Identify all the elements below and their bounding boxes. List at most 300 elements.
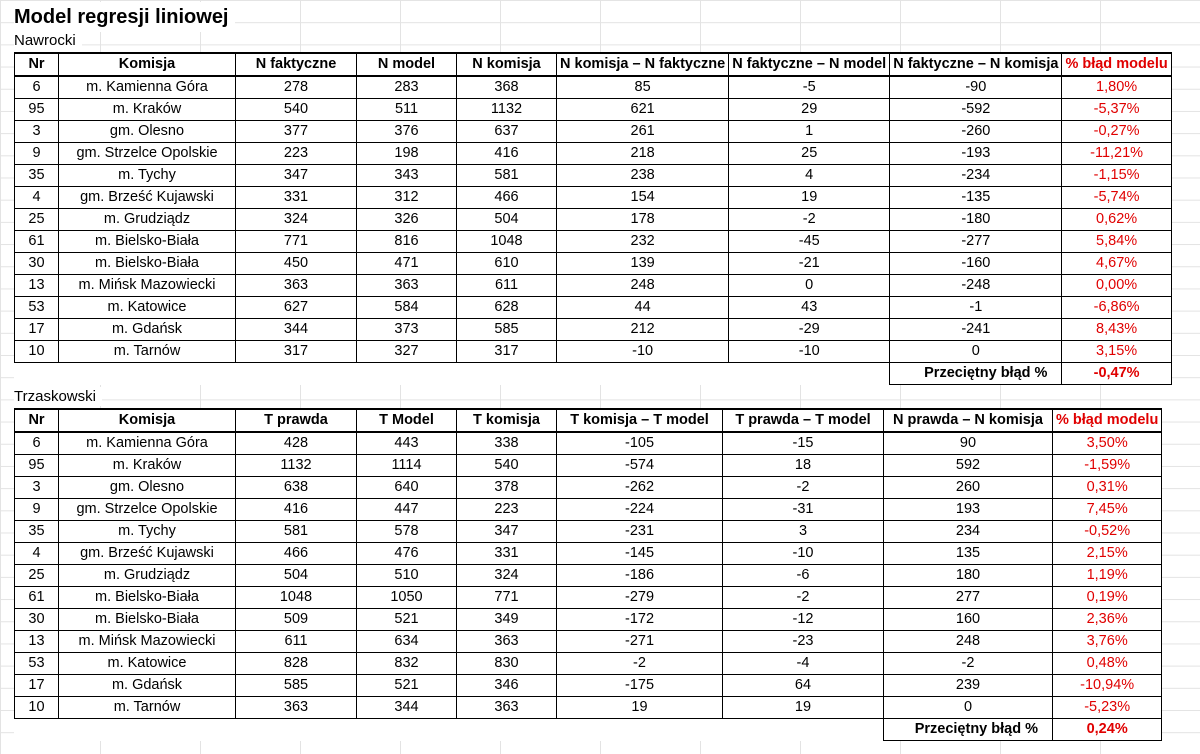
value-cell[interactable]: 198 [357, 143, 457, 165]
nr-cell[interactable]: 35 [15, 165, 59, 187]
komisja-cell[interactable]: m. Bielsko-Biała [59, 609, 236, 631]
value-cell[interactable]: 627 [236, 297, 357, 319]
diff-cell[interactable]: 592 [884, 455, 1053, 477]
value-cell[interactable]: 471 [357, 253, 457, 275]
diff-cell[interactable]: 0 [729, 275, 890, 297]
nr-cell[interactable]: 95 [15, 455, 59, 477]
table-row [15, 455, 1162, 477]
value-cell[interactable]: 832 [357, 653, 457, 675]
error-cell[interactable]: 1,80% [1062, 76, 1171, 99]
empty-cell [357, 363, 457, 385]
section-label-nawrocki: Nawrocki [14, 31, 82, 50]
error-cell[interactable]: 2,15% [1053, 543, 1162, 565]
column-header[interactable]: N model [357, 53, 457, 76]
diff-cell[interactable]: 193 [884, 499, 1053, 521]
error-cell[interactable]: -1,15% [1062, 165, 1171, 187]
value-cell[interactable]: 344 [236, 319, 357, 341]
diff-cell[interactable]: -10 [729, 341, 890, 363]
diff-cell[interactable]: 212 [557, 319, 729, 341]
komisja-cell[interactable]: m. Gdańsk [59, 319, 236, 341]
diff-cell[interactable]: -10 [723, 543, 884, 565]
column-header[interactable]: Komisja [59, 53, 236, 76]
komisja-cell[interactable]: m. Gdańsk [59, 675, 236, 697]
error-cell[interactable]: -6,86% [1062, 297, 1171, 319]
nr-cell[interactable]: 35 [15, 521, 59, 543]
error-cell[interactable]: -11,21% [1062, 143, 1171, 165]
diff-cell[interactable]: 19 [729, 187, 890, 209]
value-cell[interactable]: 363 [457, 631, 557, 653]
value-cell[interactable]: 828 [236, 653, 357, 675]
diff-cell[interactable]: -160 [890, 253, 1062, 275]
average-error-label[interactable]: Przeciętny błąd % [884, 719, 1053, 741]
diff-cell[interactable]: 64 [723, 675, 884, 697]
value-cell[interactable]: 1050 [357, 587, 457, 609]
value-cell[interactable]: 283 [357, 76, 457, 99]
diff-cell[interactable]: -23 [723, 631, 884, 653]
value-cell[interactable]: 578 [357, 521, 457, 543]
table-row [15, 565, 1162, 587]
column-header[interactable]: T komisja – T model [557, 409, 723, 432]
nr-cell[interactable]: 61 [15, 587, 59, 609]
nr-cell[interactable]: 3 [15, 477, 59, 499]
value-cell[interactable]: 376 [357, 121, 457, 143]
value-cell[interactable]: 504 [236, 565, 357, 587]
value-cell[interactable]: 450 [236, 253, 357, 275]
diff-cell[interactable]: -574 [557, 455, 723, 477]
error-cell[interactable]: 0,00% [1062, 275, 1171, 297]
table-row [15, 499, 1162, 521]
nr-cell[interactable]: 25 [15, 209, 59, 231]
table-row [15, 609, 1162, 631]
value-cell[interactable]: 346 [457, 675, 557, 697]
error-cell[interactable]: 0,31% [1053, 477, 1162, 499]
diff-cell[interactable]: 261 [557, 121, 729, 143]
value-cell[interactable]: 628 [457, 297, 557, 319]
nr-cell[interactable]: 10 [15, 341, 59, 363]
nr-cell[interactable]: 25 [15, 565, 59, 587]
empty-cell [236, 719, 357, 741]
summary-row [15, 363, 1172, 385]
table-row [15, 697, 1162, 719]
average-error-value[interactable]: -0,47% [1062, 363, 1171, 385]
diff-cell[interactable]: 1 [729, 121, 890, 143]
nr-cell[interactable]: 3 [15, 121, 59, 143]
error-cell[interactable]: -0,27% [1062, 121, 1171, 143]
nr-cell[interactable]: 53 [15, 653, 59, 675]
value-cell[interactable]: 349 [457, 609, 557, 631]
value-cell[interactable]: 347 [457, 521, 557, 543]
komisja-cell[interactable]: m. Tychy [59, 165, 236, 187]
error-cell[interactable]: 7,45% [1053, 499, 1162, 521]
diff-cell[interactable]: -248 [890, 275, 1062, 297]
value-cell[interactable]: 637 [457, 121, 557, 143]
column-header[interactable]: Nr [15, 409, 59, 432]
diff-cell[interactable]: 160 [884, 609, 1053, 631]
value-cell[interactable]: 509 [236, 609, 357, 631]
value-cell[interactable]: 343 [357, 165, 457, 187]
komisja-cell[interactable]: gm. Strzelce Opolskie [59, 143, 236, 165]
value-cell[interactable]: 1132 [236, 455, 357, 477]
diff-cell[interactable]: 178 [557, 209, 729, 231]
nr-cell[interactable]: 10 [15, 697, 59, 719]
nr-cell[interactable]: 6 [15, 432, 59, 455]
diff-cell[interactable]: 248 [557, 275, 729, 297]
komisja-cell[interactable]: m. Bielsko-Biała [59, 253, 236, 275]
column-header[interactable]: Nr [15, 53, 59, 76]
nr-cell[interactable]: 17 [15, 319, 59, 341]
error-cell[interactable]: 0,19% [1053, 587, 1162, 609]
table-row [15, 432, 1162, 455]
value-cell[interactable]: 363 [357, 275, 457, 297]
komisja-cell[interactable]: m. Katowice [59, 297, 236, 319]
value-cell[interactable]: 324 [236, 209, 357, 231]
komisja-cell[interactable]: m. Tarnów [59, 341, 236, 363]
komisja-cell[interactable]: m. Tychy [59, 521, 236, 543]
value-cell[interactable]: 540 [457, 455, 557, 477]
value-cell[interactable]: 476 [357, 543, 457, 565]
diff-cell[interactable]: -29 [729, 319, 890, 341]
value-cell[interactable]: 771 [457, 587, 557, 609]
diff-cell[interactable]: -12 [723, 609, 884, 631]
value-cell[interactable]: 504 [457, 209, 557, 231]
value-cell[interactable]: 363 [457, 697, 557, 719]
value-cell[interactable]: 466 [457, 187, 557, 209]
value-cell[interactable]: 377 [236, 121, 357, 143]
empty-cell [457, 363, 557, 385]
table-row [15, 675, 1162, 697]
table-row [15, 587, 1162, 609]
diff-cell[interactable]: -224 [557, 499, 723, 521]
diff-cell[interactable]: -31 [723, 499, 884, 521]
diff-cell[interactable]: -4 [723, 653, 884, 675]
diff-cell[interactable]: -90 [890, 76, 1062, 99]
komisja-cell[interactable]: m. Kamienna Góra [59, 76, 236, 99]
error-cell[interactable]: 4,67% [1062, 253, 1171, 275]
diff-cell[interactable]: 0 [890, 341, 1062, 363]
error-cell[interactable]: -5,74% [1062, 187, 1171, 209]
komisja-cell[interactable]: m. Mińsk Mazowiecki [59, 631, 236, 653]
value-cell[interactable]: 521 [357, 675, 457, 697]
table-row [15, 341, 1172, 363]
value-cell[interactable]: 317 [236, 341, 357, 363]
diff-cell[interactable]: -105 [557, 432, 723, 455]
value-cell[interactable]: 223 [236, 143, 357, 165]
diff-cell[interactable]: 85 [557, 76, 729, 99]
value-cell[interactable]: 317 [457, 341, 557, 363]
diff-cell[interactable]: 239 [884, 675, 1053, 697]
table-row [15, 165, 1172, 187]
diff-cell[interactable]: 154 [557, 187, 729, 209]
table-row [15, 319, 1172, 341]
average-error-label[interactable]: Przeciętny błąd % [890, 363, 1062, 385]
value-cell[interactable]: 771 [236, 231, 357, 253]
nr-cell[interactable]: 30 [15, 609, 59, 631]
column-header[interactable]: Komisja [59, 409, 236, 432]
diff-cell[interactable]: 18 [723, 455, 884, 477]
diff-cell[interactable]: -186 [557, 565, 723, 587]
diff-cell[interactable]: -5 [729, 76, 890, 99]
diff-cell[interactable]: 238 [557, 165, 729, 187]
value-cell[interactable]: 331 [236, 187, 357, 209]
error-cell[interactable]: 8,43% [1062, 319, 1171, 341]
table-nawrocki [14, 52, 1172, 385]
diff-cell[interactable]: -145 [557, 543, 723, 565]
value-cell[interactable]: 338 [457, 432, 557, 455]
diff-cell[interactable]: -1 [890, 297, 1062, 319]
column-header[interactable]: % błąd modelu [1062, 53, 1171, 76]
diff-cell[interactable]: 248 [884, 631, 1053, 653]
diff-cell[interactable]: 139 [557, 253, 729, 275]
error-cell[interactable]: 0,48% [1053, 653, 1162, 675]
header-row [15, 409, 1162, 432]
komisja-cell[interactable]: m. Kraków [59, 455, 236, 477]
nr-cell[interactable]: 17 [15, 675, 59, 697]
value-cell[interactable]: 373 [357, 319, 457, 341]
value-cell[interactable]: 466 [236, 543, 357, 565]
average-error-value[interactable]: 0,24% [1053, 719, 1162, 741]
table-row [15, 275, 1172, 297]
empty-cell [236, 363, 357, 385]
table-row [15, 99, 1172, 121]
value-cell[interactable]: 510 [357, 565, 457, 587]
diff-cell[interactable]: -2 [557, 653, 723, 675]
section-label-trzaskowski: Trzaskowski [14, 387, 102, 406]
empty-cell [557, 719, 723, 741]
value-cell[interactable]: 428 [236, 432, 357, 455]
value-cell[interactable]: 324 [457, 565, 557, 587]
diff-cell[interactable]: -10 [557, 341, 729, 363]
column-header[interactable]: N faktyczne – N model [729, 53, 890, 76]
nr-cell[interactable]: 4 [15, 187, 59, 209]
diff-cell[interactable]: 44 [557, 297, 729, 319]
sheet-title: Model regresji liniowej [14, 2, 235, 32]
value-cell[interactable]: 443 [357, 432, 457, 455]
value-cell[interactable]: 640 [357, 477, 457, 499]
value-cell[interactable]: 363 [236, 275, 357, 297]
table-row [15, 121, 1172, 143]
value-cell[interactable]: 830 [457, 653, 557, 675]
komisja-cell[interactable]: m. Grudziądz [59, 565, 236, 587]
column-header[interactable]: N prawda – N komisja [884, 409, 1053, 432]
error-cell[interactable]: -5,23% [1053, 697, 1162, 719]
value-cell[interactable]: 347 [236, 165, 357, 187]
empty-cell [457, 719, 557, 741]
column-header[interactable]: T Model [357, 409, 457, 432]
value-cell[interactable]: 581 [457, 165, 557, 187]
diff-cell[interactable]: 19 [723, 697, 884, 719]
error-cell[interactable]: 0,62% [1062, 209, 1171, 231]
value-cell[interactable]: 634 [357, 631, 457, 653]
diff-cell[interactable]: 180 [884, 565, 1053, 587]
value-cell[interactable]: 344 [357, 697, 457, 719]
diff-cell[interactable]: 234 [884, 521, 1053, 543]
nr-cell[interactable]: 61 [15, 231, 59, 253]
value-cell[interactable]: 312 [357, 187, 457, 209]
diff-cell[interactable]: -279 [557, 587, 723, 609]
diff-cell[interactable]: -6 [723, 565, 884, 587]
diff-cell[interactable]: -15 [723, 432, 884, 455]
table-row [15, 253, 1172, 275]
komisja-cell[interactable]: m. Kraków [59, 99, 236, 121]
value-cell[interactable]: 511 [357, 99, 457, 121]
diff-cell[interactable]: -277 [890, 231, 1062, 253]
error-cell[interactable]: 3,15% [1062, 341, 1171, 363]
komisja-cell[interactable]: m. Bielsko-Biała [59, 231, 236, 253]
diff-cell[interactable]: 277 [884, 587, 1053, 609]
column-header[interactable]: N faktyczne [236, 53, 357, 76]
column-header[interactable]: T prawda – T model [723, 409, 884, 432]
komisja-cell[interactable]: gm. Brześć Kujawski [59, 187, 236, 209]
error-cell[interactable]: 1,19% [1053, 565, 1162, 587]
value-cell[interactable]: 585 [236, 675, 357, 697]
komisja-cell[interactable]: gm. Strzelce Opolskie [59, 499, 236, 521]
diff-cell[interactable]: 4 [729, 165, 890, 187]
diff-cell[interactable]: 218 [557, 143, 729, 165]
diff-cell[interactable]: -180 [890, 209, 1062, 231]
nr-cell[interactable]: 13 [15, 631, 59, 653]
value-cell[interactable]: 1114 [357, 455, 457, 477]
value-cell[interactable]: 1132 [457, 99, 557, 121]
value-cell[interactable]: 447 [357, 499, 457, 521]
komisja-cell[interactable]: m. Katowice [59, 653, 236, 675]
value-cell[interactable]: 327 [357, 341, 457, 363]
diff-cell[interactable]: 43 [729, 297, 890, 319]
error-cell[interactable]: -10,94% [1053, 675, 1162, 697]
error-cell[interactable]: 3,76% [1053, 631, 1162, 653]
diff-cell[interactable]: -2 [723, 587, 884, 609]
error-cell[interactable]: -1,59% [1053, 455, 1162, 477]
diff-cell[interactable]: -2 [884, 653, 1053, 675]
nr-cell[interactable]: 9 [15, 143, 59, 165]
value-cell[interactable]: 378 [457, 477, 557, 499]
diff-cell[interactable]: -260 [890, 121, 1062, 143]
value-cell[interactable]: 638 [236, 477, 357, 499]
komisja-cell[interactable]: gm. Brześć Kujawski [59, 543, 236, 565]
komisja-cell[interactable]: m. Tarnów [59, 697, 236, 719]
column-header[interactable]: % błąd modelu [1053, 409, 1162, 432]
table-row [15, 543, 1162, 565]
column-header[interactable]: T prawda [236, 409, 357, 432]
value-cell[interactable]: 611 [236, 631, 357, 653]
value-cell[interactable]: 581 [236, 521, 357, 543]
diff-cell[interactable]: 90 [884, 432, 1053, 455]
diff-cell[interactable]: -193 [890, 143, 1062, 165]
value-cell[interactable]: 278 [236, 76, 357, 99]
value-cell[interactable]: 585 [457, 319, 557, 341]
diff-cell[interactable]: -2 [729, 209, 890, 231]
diff-cell[interactable]: 19 [557, 697, 723, 719]
diff-cell[interactable]: -2 [723, 477, 884, 499]
nr-cell[interactable]: 30 [15, 253, 59, 275]
diff-cell[interactable]: 29 [729, 99, 890, 121]
column-header[interactable]: T komisja [457, 409, 557, 432]
value-cell[interactable]: 1048 [457, 231, 557, 253]
error-cell[interactable]: 3,50% [1053, 432, 1162, 455]
error-cell[interactable]: 5,84% [1062, 231, 1171, 253]
value-cell[interactable]: 610 [457, 253, 557, 275]
error-cell[interactable]: -5,37% [1062, 99, 1171, 121]
value-cell[interactable]: 368 [457, 76, 557, 99]
nr-cell[interactable]: 13 [15, 275, 59, 297]
value-cell[interactable]: 331 [457, 543, 557, 565]
komisja-cell[interactable]: gm. Olesno [59, 477, 236, 499]
empty-cell [557, 363, 729, 385]
diff-cell[interactable]: 260 [884, 477, 1053, 499]
diff-cell[interactable]: -262 [557, 477, 723, 499]
error-cell[interactable]: 2,36% [1053, 609, 1162, 631]
table-row [15, 297, 1172, 319]
value-cell[interactable]: 816 [357, 231, 457, 253]
diff-cell[interactable]: -271 [557, 631, 723, 653]
komisja-cell[interactable]: m. Grudziądz [59, 209, 236, 231]
value-cell[interactable]: 584 [357, 297, 457, 319]
value-cell[interactable]: 416 [236, 499, 357, 521]
nr-cell[interactable]: 6 [15, 76, 59, 99]
value-cell[interactable]: 611 [457, 275, 557, 297]
table-row [15, 76, 1172, 99]
diff-cell[interactable]: 3 [723, 521, 884, 543]
komisja-cell[interactable]: m. Kamienna Góra [59, 432, 236, 455]
diff-cell[interactable]: 25 [729, 143, 890, 165]
nr-cell[interactable]: 53 [15, 297, 59, 319]
komisja-cell[interactable]: gm. Olesno [59, 121, 236, 143]
diff-cell[interactable]: -241 [890, 319, 1062, 341]
diff-cell[interactable]: 621 [557, 99, 729, 121]
diff-cell[interactable]: 0 [884, 697, 1053, 719]
value-cell[interactable]: 1048 [236, 587, 357, 609]
column-header[interactable]: N komisja – N faktyczne [557, 53, 729, 76]
column-header[interactable]: N komisja [457, 53, 557, 76]
value-cell[interactable]: 326 [357, 209, 457, 231]
table-row [15, 631, 1162, 653]
column-header[interactable]: N faktyczne – N komisja [890, 53, 1062, 76]
diff-cell[interactable]: -175 [557, 675, 723, 697]
error-cell[interactable]: -0,52% [1053, 521, 1162, 543]
empty-cell [15, 363, 59, 385]
table-row [15, 209, 1172, 231]
diff-cell[interactable]: -135 [890, 187, 1062, 209]
komisja-cell[interactable]: m. Bielsko-Biała [59, 587, 236, 609]
value-cell[interactable]: 223 [457, 499, 557, 521]
value-cell[interactable]: 540 [236, 99, 357, 121]
table-row [15, 477, 1162, 499]
empty-cell [59, 719, 236, 741]
komisja-cell[interactable]: m. Mińsk Mazowiecki [59, 275, 236, 297]
diff-cell[interactable]: -21 [729, 253, 890, 275]
value-cell[interactable]: 521 [357, 609, 457, 631]
table-trzaskowski [14, 408, 1162, 741]
value-cell[interactable]: 416 [457, 143, 557, 165]
diff-cell[interactable]: -45 [729, 231, 890, 253]
summary-row [15, 719, 1162, 741]
table-row [15, 143, 1172, 165]
nr-cell[interactable]: 95 [15, 99, 59, 121]
empty-cell [357, 719, 457, 741]
empty-cell [729, 363, 890, 385]
value-cell[interactable]: 363 [236, 697, 357, 719]
diff-cell[interactable]: 135 [884, 543, 1053, 565]
empty-cell [15, 719, 59, 741]
nr-cell[interactable]: 4 [15, 543, 59, 565]
diff-cell[interactable]: 232 [557, 231, 729, 253]
table-row [15, 231, 1172, 253]
empty-cell [723, 719, 884, 741]
diff-cell[interactable]: -231 [557, 521, 723, 543]
diff-cell[interactable]: -172 [557, 609, 723, 631]
nr-cell[interactable]: 9 [15, 499, 59, 521]
diff-cell[interactable]: -592 [890, 99, 1062, 121]
diff-cell[interactable]: -234 [890, 165, 1062, 187]
